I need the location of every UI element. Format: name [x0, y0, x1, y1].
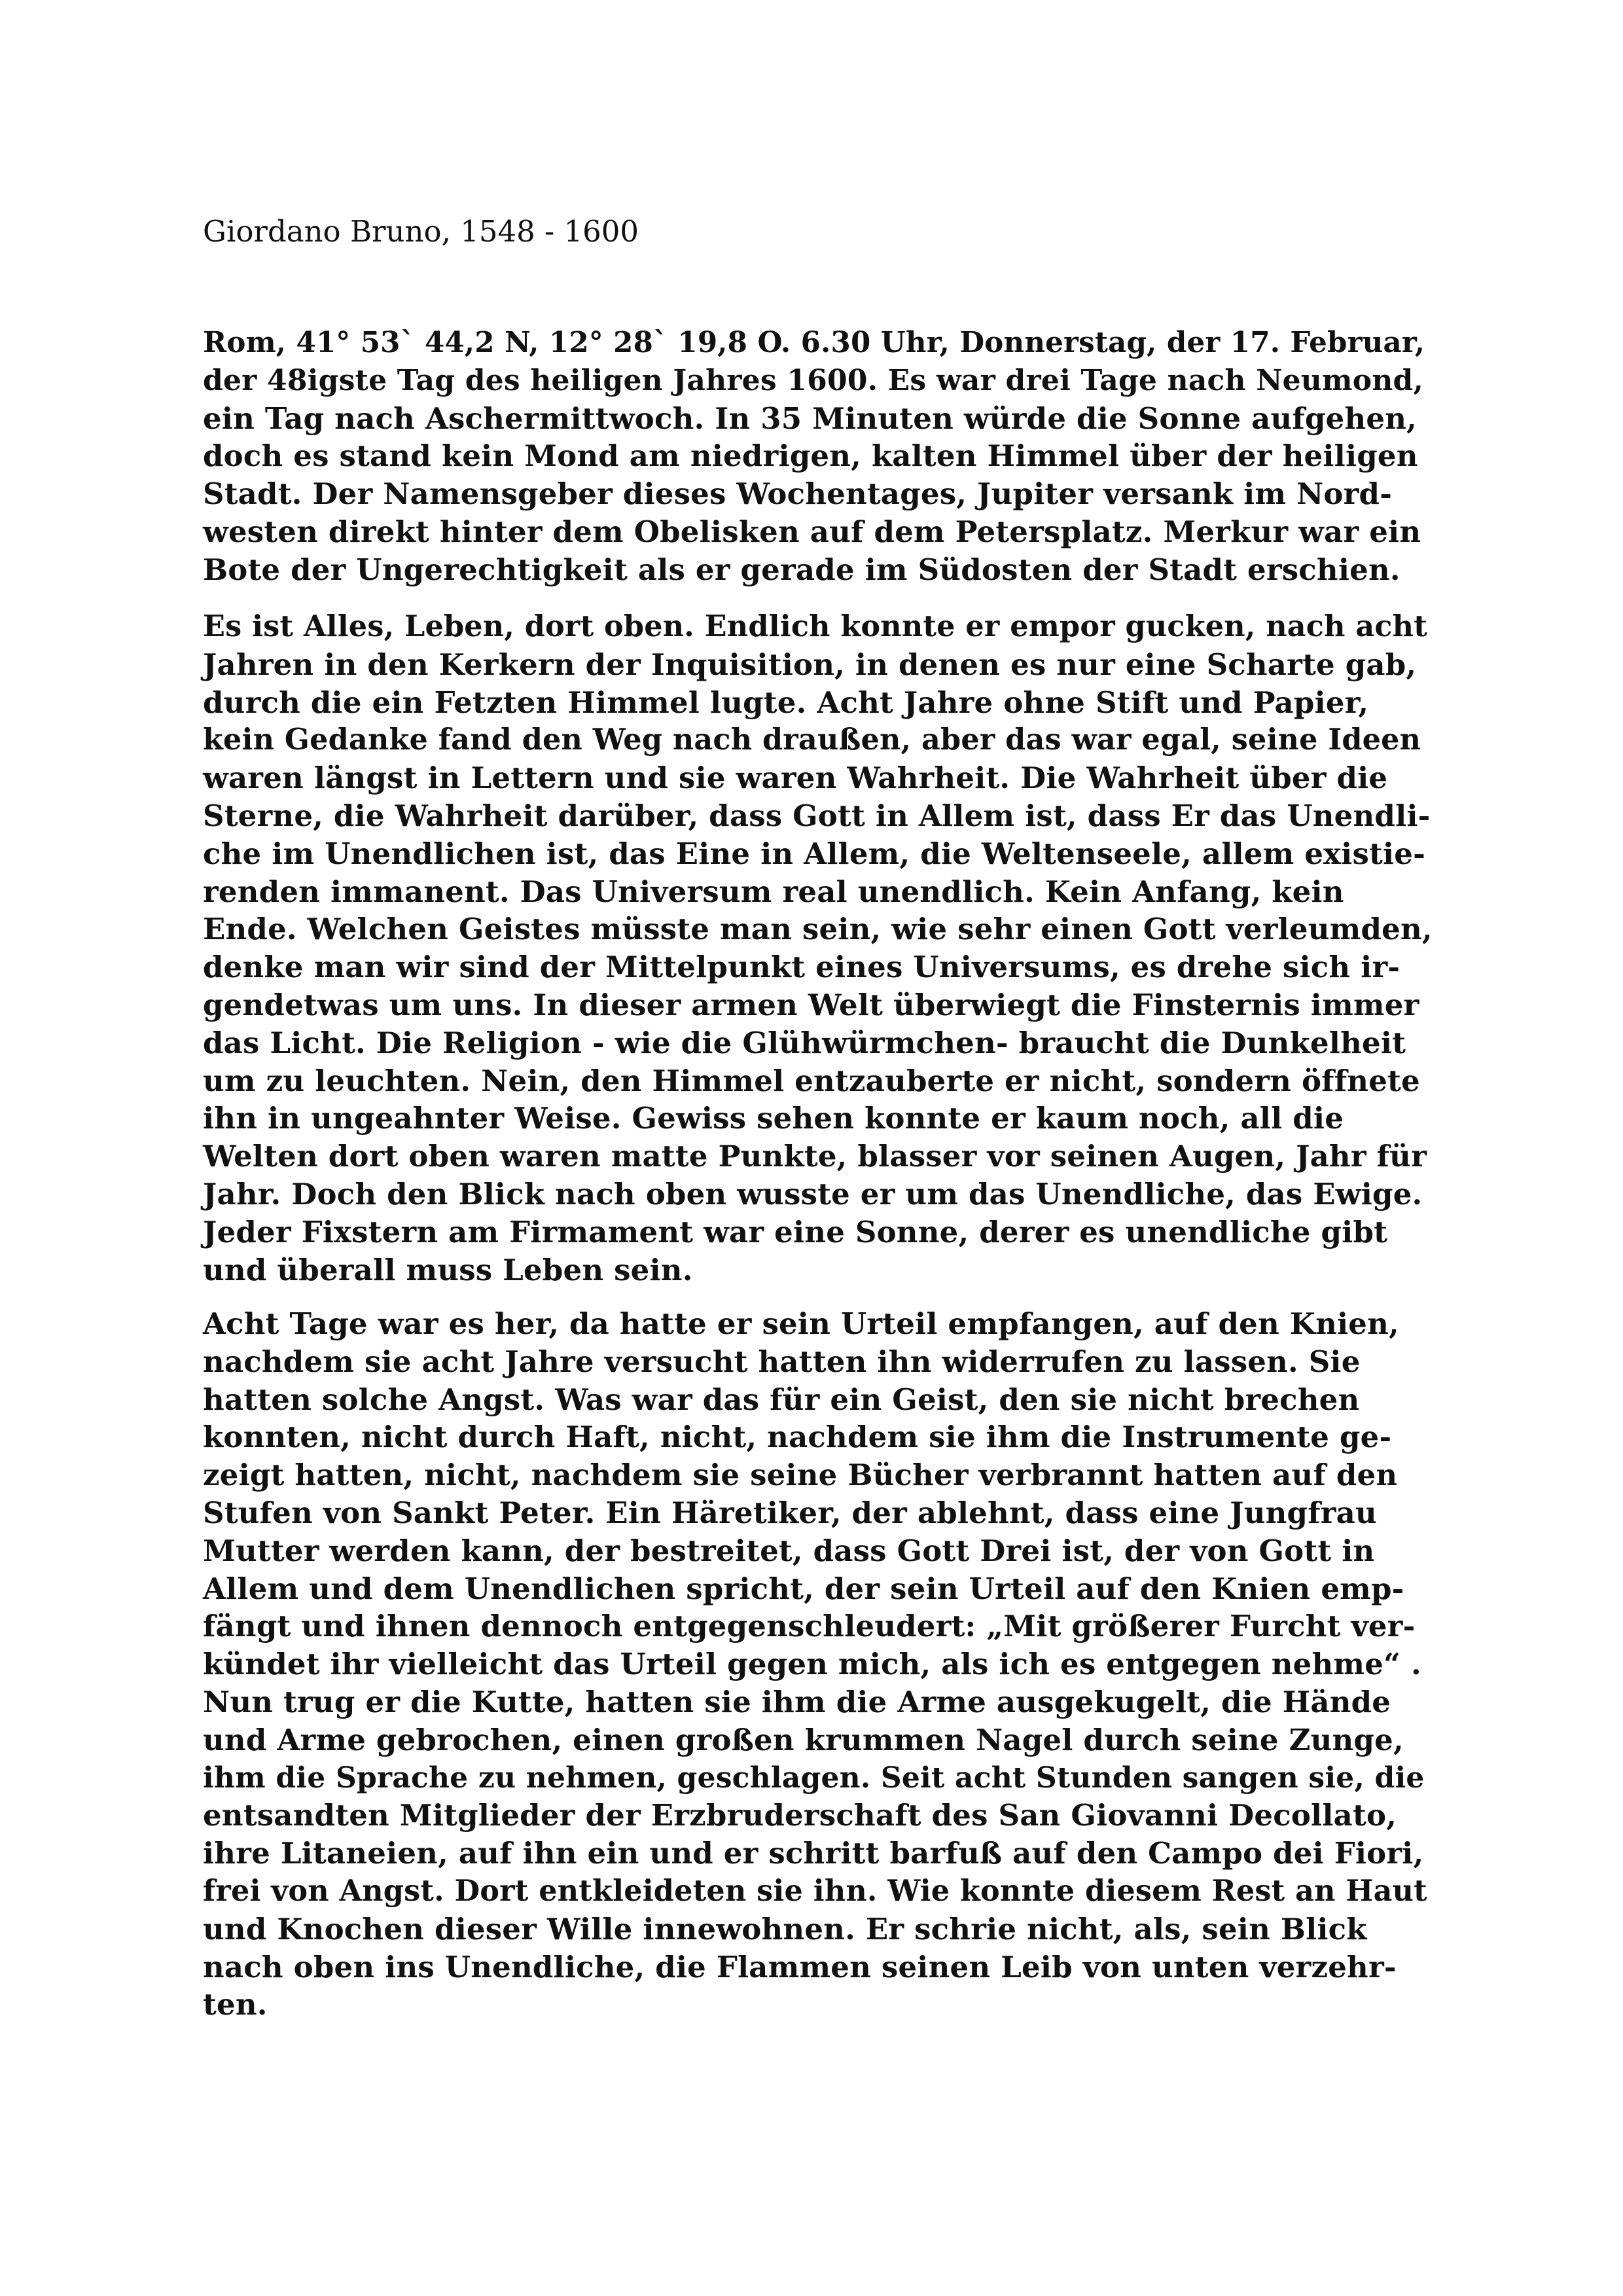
- text-line: nach oben ins Unendliche, die Flammen seinen Leib von unten verzehr-: [203, 1949, 1397, 1984]
- text-line: kündet ihr vielleicht das Urteil gegen mich, als ich es entgegen nehme“ .: [203, 1647, 1421, 1682]
- text-line: westen direkt hinter dem Obelisken auf dem Petersplatz. Merkur war ein: [203, 514, 1421, 549]
- text-line: und überall muss Leben sein.: [203, 1252, 693, 1287]
- text-line: zeigt hatten, nicht, nachdem sie seine Bücher verbrannt hatten auf den: [203, 1458, 1398, 1493]
- text-line: Jahr. Doch den Blick nach oben wusste er um das Unendliche, das Ewige.: [203, 1176, 1423, 1211]
- text-line: Jeder Fixstern am Firmament war eine Sonne, derer es unendliche gibt: [203, 1214, 1388, 1249]
- text-line: Mutter werden kann, der bestreitet, dass Gott Drei ist, der von Gott in: [203, 1533, 1375, 1568]
- text-line: der 48igste Tag des heiligen Jahres 1600. Es war drei Tage nach Neumond,: [203, 363, 1424, 397]
- text-line: ihm die Sprache zu nehmen, geschlagen. Seit acht Stunden sangen sie, die: [203, 1761, 1425, 1795]
- text-line: gendetwas um uns. In dieser armen Welt überwiegt die Finsternis immer: [203, 987, 1419, 1022]
- text-line: nachdem sie acht Jahre versucht hatten ihn widerrufen zu lassen. Sie: [203, 1344, 1361, 1379]
- text-line: kein Gedanke fand den Weg nach draußen, aber das war egal, seine Ideen: [203, 723, 1421, 757]
- text-line: ein Tag nach Aschermittwoch. In 35 Minuten würde die Sonne aufgehen,: [203, 401, 1417, 436]
- text-line: waren längst in Lettern und sie waren Wahrheit. Die Wahrheit über die: [203, 761, 1388, 796]
- text-line: frei von Angst. Dort entkleideten sie ihn. Wie konnte diesem Rest an Haut: [203, 1873, 1427, 1908]
- document-heading: Giordano Bruno, 1548 - 1600: [203, 214, 639, 249]
- text-line: Stadt. Der Namensgeber dieses Wochentages, Jupiter versank im Nord-: [203, 476, 1393, 512]
- text-line: ihn in ungeahnter Weise. Gewiss sehen konnte er kaum noch, all die: [203, 1101, 1344, 1136]
- text-line: Jahren in den Kerkern der Inquisition, in denen es nur eine Scharte gab,: [203, 647, 1417, 682]
- text-line: ten.: [203, 1987, 268, 2022]
- text-line: Ende. Welchen Geistes müsste man sein, wie sehr einen Gott verleumden,: [203, 912, 1433, 947]
- text-line: Bote der Ungerechtigkeit als er gerade im Südosten der Stadt erschien.: [203, 552, 1400, 587]
- text-line: che im Unendlichen ist, das Eine in Allem, die Weltenseele, allem existie-: [203, 836, 1425, 871]
- text-line: Rom, 41° 53` 44,2 N, 12° 28` 19,8 O. 6.30 Uhr, Donnerstag, der 17. Februar,: [203, 326, 1425, 359]
- text-line: Stufen von Sankt Peter. Ein Häretiker, der ablehnt, dass eine Jungfrau: [203, 1495, 1377, 1530]
- text-line: doch es stand kein Mond am niedrigen, kalten Himmel über der heiligen: [203, 439, 1418, 474]
- text-line: Nun trug er die Kutte, hatten sie ihm die Arme ausgekugelt, die Hände: [203, 1684, 1391, 1719]
- text-line: Es ist Alles, Leben, dort oben. Endlich konnte er empor gucken, nach acht: [203, 609, 1427, 643]
- text-line: renden immanent. Das Universum real unendlich. Kein Anfang, kein: [203, 874, 1344, 909]
- text-line: denke man wir sind der Mittelpunkt eines Universums, es drehe sich ir-: [203, 950, 1400, 985]
- text-line: Welten dort oben waren matte Punkte, blasser vor seinen Augen, Jahr für: [203, 1139, 1427, 1174]
- text-line: fängt und ihnen dennoch entgegenschleudert: „Mit größerer Furcht ver-: [203, 1609, 1416, 1644]
- text-line: ihre Litaneien, auf ihn ein und er schritt barfuß auf den Campo dei Fiori,: [203, 1836, 1424, 1871]
- paragraph-2: [203, 608, 1433, 1289]
- text-line: durch die ein Fetzten Himmel lugte. Acht Jahre ohne Stift und Papier,: [203, 685, 1369, 720]
- text-line: konnten, nicht durch Haft, nicht, nachdem sie ihm die Instrumente ge-: [203, 1420, 1392, 1455]
- text-line: und Arme gebrochen, einen großen krummen Nagel durch seine Zunge,: [203, 1722, 1404, 1757]
- text-line: hatten solche Angst. Was war das für ein Geist, den sie nicht brechen: [203, 1382, 1360, 1417]
- paragraph-3: [203, 1305, 1433, 2024]
- text-line: um zu leuchten. Nein, den Himmel entzauberte er nicht, sondern öffnete: [203, 1063, 1420, 1098]
- text-line: Allem und dem Unendlichen spricht, der sein Urteil auf den Knien emp-: [203, 1571, 1404, 1606]
- text-line: Sterne, die Wahrheit darüber, dass Gott in Allem ist, dass Er das Unendli-: [203, 798, 1431, 833]
- text-line: und Knochen dieser Wille innewohnen. Er schrie nicht, als, sein Blick: [203, 1911, 1367, 1946]
- text-line: das Licht. Die Religion - wie die Glühwürmchen- braucht die Dunkelheit: [203, 1025, 1406, 1060]
- text-line: Acht Tage war es her, da hatte er sein Urteil empfangen, auf den Knien,: [203, 1306, 1399, 1341]
- text-line: entsandten Mitglieder der Erzbruderschaft des San Giovanni Decollato,: [203, 1798, 1397, 1833]
- paragraph-1: [203, 324, 1433, 589]
